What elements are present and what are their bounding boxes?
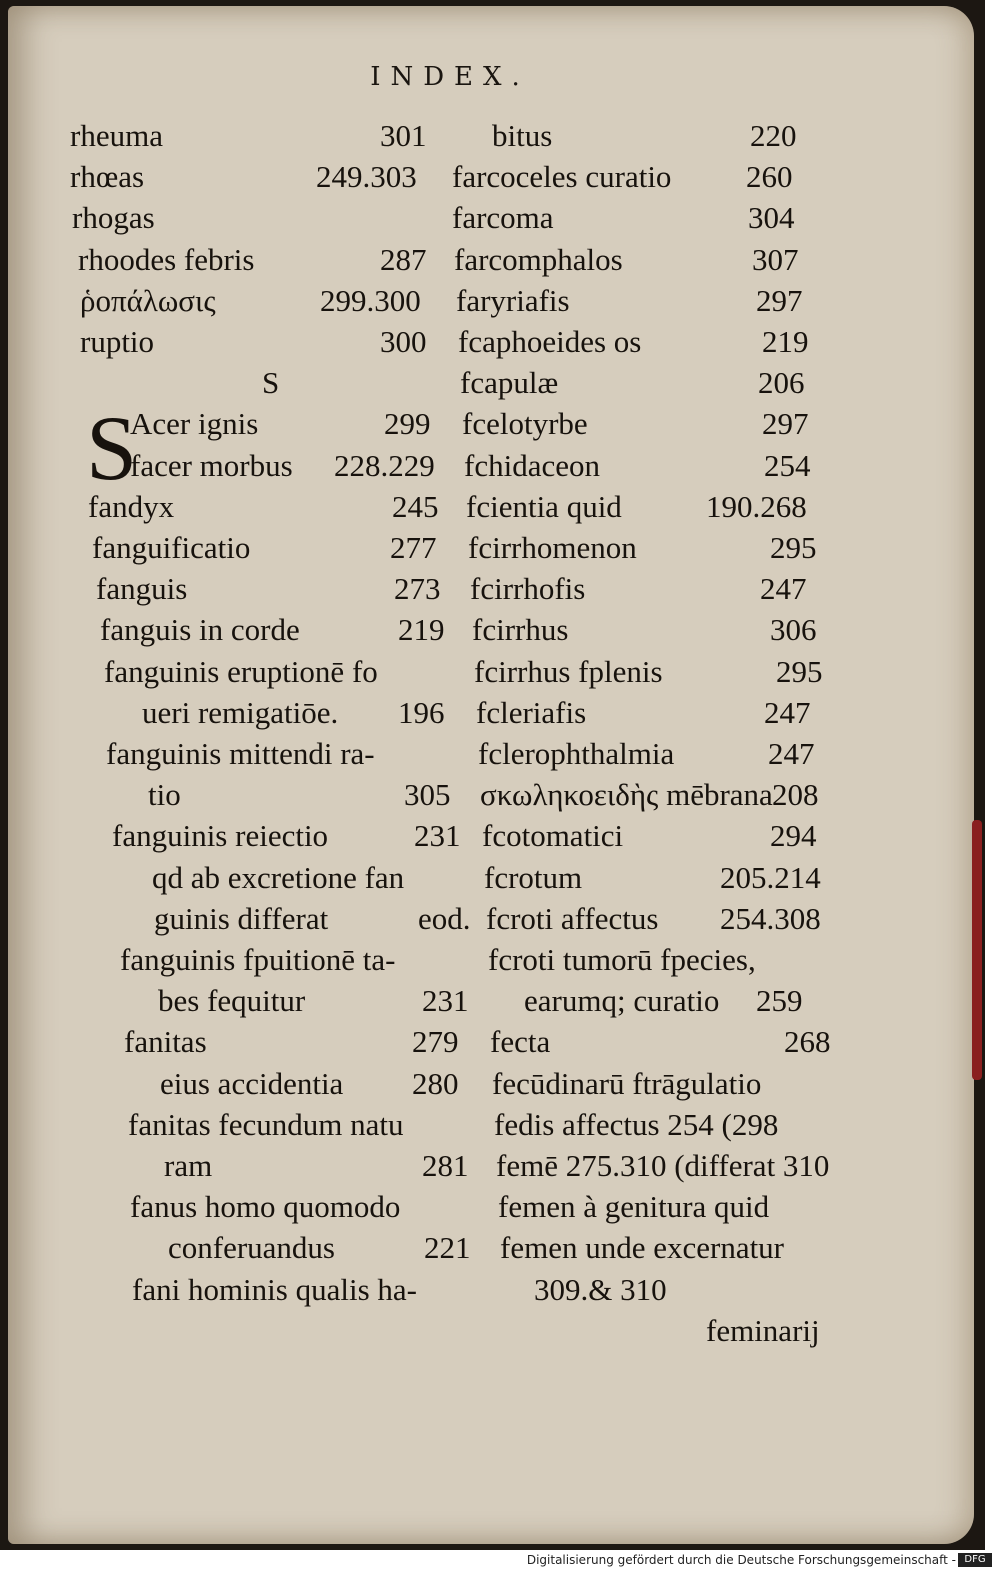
entry-page-number: 306 [770, 612, 817, 648]
entry-term: earumq; curatio [524, 983, 720, 1019]
right-index-entry [468, 530, 817, 566]
page-header: INDEX. [370, 62, 530, 92]
entry-term: rhogas [72, 200, 155, 236]
right-index-entry [460, 365, 805, 401]
right-index-entry [466, 488, 807, 525]
entry-page-number: 205.214 [720, 859, 821, 895]
right-index-entry [490, 1024, 831, 1060]
entry-term: eius accidentia [160, 1065, 344, 1101]
left-index-entry [104, 654, 378, 690]
entry-term: fcirrhus fplenis [474, 653, 663, 689]
right-index-entry [492, 118, 797, 154]
right-index-entry [458, 324, 809, 360]
entry-page-number: 295 [776, 653, 823, 689]
entry-page-number: 254.308 [720, 900, 821, 936]
right-index-entry [472, 612, 817, 648]
entry-page-number: 254 [764, 447, 811, 483]
entry-page-number: 287 [380, 241, 427, 277]
entry-page-number: 219 [398, 612, 445, 648]
left-index-entry [100, 612, 445, 648]
entry-term: fecūdinarū ftrāgulatio [492, 1065, 762, 1101]
entry-page-number: 231 [422, 983, 469, 1019]
left-index-entry [168, 1230, 471, 1266]
right-index-entry [476, 694, 811, 731]
entry-page-number: 228.229 [334, 447, 435, 483]
entry-page-number: 297 [756, 282, 803, 318]
entry-term: conferuandus [168, 1230, 335, 1266]
entry-term: rhœas [70, 159, 145, 195]
entry-page-number: 297 [762, 406, 809, 442]
left-index-entry [132, 1272, 417, 1308]
entry-page-number: 231 [414, 818, 461, 854]
entry-term: fcrotum [484, 859, 583, 895]
entry-page-number: 301 [380, 118, 427, 153]
entry-term: fanguinis fpuitionē ta- [120, 942, 396, 977]
entry-page-number: 259 [756, 983, 803, 1019]
right-index-entry [480, 777, 819, 813]
right-index-entry [494, 1107, 778, 1143]
entry-page-number: 206 [758, 365, 805, 401]
right-index-entry [464, 447, 811, 484]
entry-page-number: 268 [784, 1024, 831, 1060]
entry-term: 309.& 310 [534, 1271, 667, 1307]
page-edge-mark [972, 820, 982, 1080]
entry-term: bitus [492, 118, 553, 153]
entry-term: fani hominis qualis ha- [132, 1271, 417, 1307]
entry-term: fcientia quid [466, 488, 622, 524]
entry-term: fcaphoeides os [458, 324, 642, 359]
entry-term: rhoodes febris [78, 241, 255, 277]
entry-term: faryriafis [456, 282, 570, 318]
entry-page-number: 220 [750, 118, 797, 153]
right-index-entry [462, 406, 809, 442]
left-index-entry [78, 241, 427, 278]
entry-term: rheuma [70, 118, 163, 153]
entry-page-number: eod. [418, 900, 471, 936]
left-index-entry [158, 983, 469, 1019]
entry-term: fcotomatici [482, 818, 624, 854]
right-index-entry [488, 942, 756, 978]
entry-term: fanguinis reiectio [112, 818, 329, 854]
entry-page-number: 260 [746, 159, 793, 195]
entry-page-number: 294 [770, 818, 817, 854]
entry-page-number: 279 [412, 1024, 459, 1060]
right-index-entry [500, 1230, 784, 1266]
entry-term: fanguis in corde [100, 612, 300, 648]
entry-term: fanguinis mittendi ra- [106, 736, 375, 771]
left-index-entry [80, 282, 421, 319]
entry-term: fanguinis eruptionē fo [104, 653, 378, 689]
entry-term: facer morbus [130, 447, 293, 483]
entry-term: femē 275.310 (differat 310 [496, 1148, 830, 1183]
entry-term: fclerophthalmia [478, 736, 675, 771]
entry-page-number: 221 [424, 1230, 471, 1266]
left-index-entry [164, 1148, 469, 1184]
entry-term: fedis affectus 254 (298 [494, 1106, 779, 1142]
left-index-entry [106, 736, 375, 772]
dfg-logo: DFG [958, 1553, 992, 1567]
entry-term: S [262, 365, 280, 401]
entry-term: fcirrhomenon [468, 530, 637, 565]
entry-term: fecta [490, 1024, 551, 1060]
entry-term: fcleriafis [476, 694, 587, 730]
entry-term: fcapulæ [460, 365, 559, 401]
left-index-entry [88, 488, 439, 525]
left-index-entry [128, 1107, 403, 1143]
drop-cap-letter: S [86, 397, 138, 499]
left-index-entry [72, 200, 155, 236]
right-index-entry [456, 282, 803, 319]
entry-term: fandyx [88, 488, 175, 524]
entry-page-number: 304 [748, 200, 795, 236]
right-index-entry [474, 653, 823, 690]
left-index-entry [148, 777, 451, 813]
right-index-entry [524, 983, 803, 1019]
entry-term: fcirrhofis [470, 571, 586, 607]
entry-page-number: 247 [768, 736, 815, 771]
paper-sheet [8, 6, 974, 1544]
left-index-entry [124, 1024, 459, 1060]
entry-term: ῥοπάλωσις [80, 282, 216, 318]
entry-term: Acer ignis [130, 406, 259, 442]
entry-page-number: 273 [394, 571, 441, 607]
entry-page-number: 280 [412, 1065, 459, 1101]
entry-term: ueri remigatiōe. [142, 694, 339, 730]
right-index-entry [486, 900, 821, 937]
left-index-entry [92, 530, 437, 566]
right-index-entry [478, 736, 815, 772]
entry-page-number: 247 [764, 694, 811, 730]
left-index-entry [154, 900, 471, 937]
entry-term: farcoceles curatio [452, 159, 672, 195]
entry-term: femen unde excernatur [500, 1230, 785, 1266]
catchword: feminarij [706, 1312, 820, 1348]
left-index-entry [70, 159, 417, 195]
entry-term: fchidaceon [464, 447, 600, 483]
left-index-entry [160, 1065, 459, 1102]
entry-term: ram [164, 1148, 213, 1183]
entry-page-number: 196 [398, 694, 445, 730]
entry-page-number: 281 [422, 1148, 469, 1183]
entry-page-number: 305 [404, 777, 451, 813]
right-index-entry [452, 159, 793, 195]
entry-term: qd ab excretione fan [152, 859, 405, 895]
entry-page-number: 247 [760, 571, 807, 607]
entry-page-number: 219 [762, 324, 809, 359]
right-index-entry [492, 1066, 761, 1102]
entry-page-number: 300 [380, 324, 427, 359]
entry-page-number: 299 [384, 406, 431, 442]
entry-page-number: 208 [772, 777, 819, 813]
entry-term: fanus homo quomodo [130, 1189, 401, 1225]
left-index-entry [130, 406, 431, 442]
right-index-entry [534, 1272, 667, 1308]
entry-term: ruptio [80, 324, 155, 359]
right-index-entry [454, 241, 799, 278]
entry-page-number: 190.268 [706, 488, 807, 524]
entry-term: fcirrhus [472, 612, 569, 648]
entry-term: farcomphalos [454, 241, 623, 277]
entry-page-number: 245 [392, 488, 439, 524]
left-index-entry [130, 447, 435, 484]
right-index-entry [452, 200, 795, 236]
entry-term: femen à genitura quid [498, 1189, 770, 1225]
entry-term: guinis differat [154, 900, 329, 936]
entry-term: fcelotyrbe [462, 406, 588, 442]
entry-term: fanitas fecundum natu [128, 1106, 404, 1142]
left-index-entry [130, 1189, 400, 1225]
right-index-entry [498, 1189, 769, 1225]
left-index-entry [152, 860, 404, 896]
left-index-entry [120, 942, 396, 978]
left-index-entry [96, 571, 441, 607]
entry-term: fanguificatio [92, 530, 251, 565]
entry-term: fanguis [96, 571, 188, 607]
left-index-entry [80, 324, 427, 360]
entry-page-number: 299.300 [320, 282, 421, 318]
left-index-entry [112, 818, 461, 854]
entry-term: tio [148, 777, 181, 813]
left-index-entry [142, 694, 445, 731]
entry-term: fanitas [124, 1024, 207, 1060]
right-index-entry [470, 571, 807, 607]
footer-credit: Digitalisierung gefördert durch die Deutsche Forschungsgemeinschaft - [526, 1553, 956, 1567]
entry-term: σκωληκοειδὴς mēbrana [480, 777, 773, 813]
left-index-entry [70, 118, 427, 154]
right-index-entry [496, 1148, 829, 1184]
entry-page-number: 249.303 [316, 159, 417, 195]
entry-term: fcroti affectus [486, 900, 659, 936]
right-index-entry [482, 818, 817, 854]
entry-page-number: 307 [752, 241, 799, 277]
entry-term: fcroti tumorū fpecies, [488, 942, 756, 977]
entry-page-number: 295 [770, 530, 817, 565]
left-index-entry [262, 365, 279, 401]
entry-term: bes fequitur [158, 983, 306, 1019]
entry-page-number: 277 [390, 530, 437, 565]
right-index-entry [484, 859, 821, 896]
entry-term: farcoma [452, 200, 554, 236]
